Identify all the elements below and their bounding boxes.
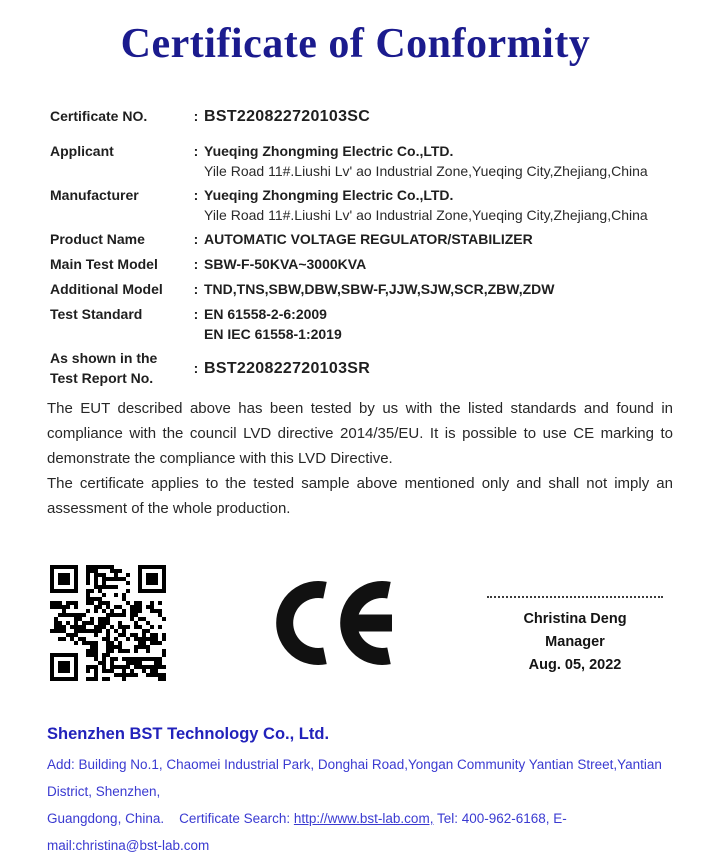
signature-block: [481, 596, 669, 677]
field-row-test-standard: [50, 304, 671, 344]
field-row-additional-model: [50, 279, 671, 299]
field-colon: :: [193, 256, 199, 272]
field-row-certificate-no: [50, 106, 671, 127]
signatory-name: Christina Deng: [523, 611, 627, 627]
company-address-line2: [47, 805, 671, 859]
certificate-fields: [50, 106, 671, 388]
field-row-applicant: [50, 141, 671, 181]
test-report-label-line2: Test Report No.: [50, 370, 154, 386]
test-standard-line2: EN IEC 61558-1:2019: [204, 326, 342, 342]
field-label: Product Name: [50, 231, 145, 247]
manufacturer-name: Yueqing Zhongming Electric Co.,LTD.: [204, 187, 454, 203]
address-line2-suffix: Tel: 400-962-6168, E-mail:christina@bst-lab.com: [47, 811, 567, 853]
field-colon: :: [193, 231, 199, 247]
signatory-role: Manager: [545, 634, 605, 650]
field-row-product-name: [50, 229, 671, 249]
field-label: Certificate NO.: [50, 108, 148, 124]
field-colon: :: [193, 187, 199, 203]
test-report-number: BST220822720103SR: [204, 359, 371, 377]
test-standard-line1: EN 61558-2-6:2009: [204, 306, 327, 322]
field-colon: :: [193, 306, 199, 322]
signature-date: Aug. 05, 2022: [528, 657, 622, 673]
field-label: Additional Model: [50, 281, 163, 297]
certificate-title: Certificate of Conformity: [120, 21, 591, 67]
conformity-statement: [47, 396, 673, 521]
main-test-model-value: SBW-F-50KVA~3000KVA: [204, 256, 367, 272]
issuer-footer: [47, 725, 671, 859]
field-row-test-report: [50, 348, 671, 388]
company-address-line1: Add: Building No.1, Chaomei Industrial Park, Donghai Road,Yongan Community Yantian Street,Yantian District, Shenzhen,: [47, 757, 666, 799]
company-name: Shenzhen BST Technology Co., Ltd.: [47, 725, 330, 743]
signature-line: [487, 596, 663, 598]
field-label: Test Standard: [50, 306, 143, 322]
certificate-number: BST220822720103SC: [204, 108, 371, 125]
applicant-address: Yile Road 11#.Liushi Lv' ao Industrial Zone,Yueqing City,Zhejiang,China: [204, 163, 648, 179]
manufacturer-address: Yile Road 11#.Liushi Lv' ao Industrial Zone,Yueqing City,Zhejiang,China: [204, 207, 648, 223]
ce-mark-icon: [276, 581, 400, 670]
field-label: Main Test Model: [50, 256, 158, 272]
field-label: Applicant: [50, 143, 114, 159]
field-row-main-test-model: [50, 254, 671, 274]
product-name-value: AUTOMATIC VOLTAGE REGULATOR/STABILIZER: [204, 231, 533, 247]
test-report-label-line1: As shown in the: [50, 350, 158, 366]
field-colon: :: [193, 143, 199, 159]
qr-code-icon: [50, 565, 166, 681]
field-colon: :: [193, 281, 199, 297]
statement-paragraph-1: The EUT described above has been tested by us with the listed standards and found in compliance with the council LVD directive 2014/35/EU. It is possible to use CE marking to demonstrate the compliance with this LVD Directive.: [47, 400, 673, 467]
field-row-manufacturer: [50, 185, 671, 225]
marks-row: [50, 565, 669, 681]
additional-model-value: TND,TNS,SBW,DBW,SBW-F,JJW,SJW,SCR,ZBW,ZDW: [204, 281, 555, 297]
applicant-name: Yueqing Zhongming Electric Co.,LTD.: [204, 143, 454, 159]
field-colon: :: [193, 108, 199, 124]
field-colon: :: [193, 360, 199, 376]
certificate-search-link[interactable]: http://www.bst-lab.com,: [293, 811, 434, 826]
address-line2-prefix: Guangdong, China. Certificate Search:: [47, 811, 294, 826]
field-label: Manufacturer: [50, 187, 139, 203]
statement-paragraph-2: The certificate applies to the tested sample above mentioned only and shall not imply an assessment of the whole production.: [47, 475, 673, 517]
